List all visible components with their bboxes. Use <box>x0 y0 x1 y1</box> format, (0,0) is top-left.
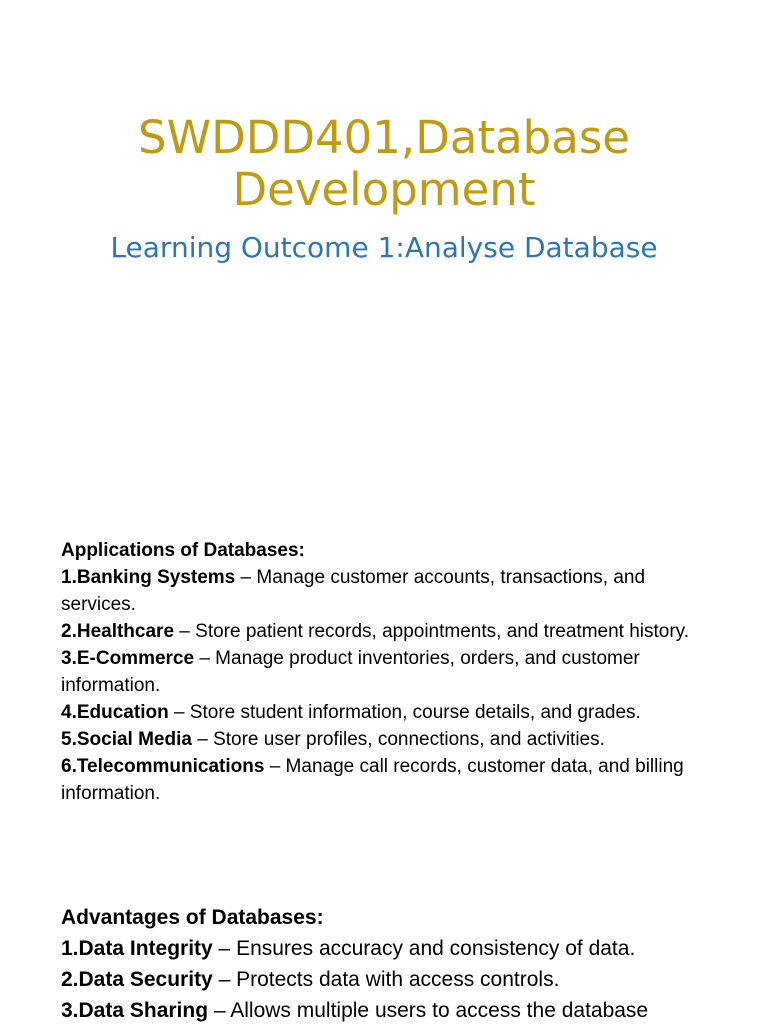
list-item <box>61 645 711 699</box>
applications-heading: Applications of Databases: <box>61 540 305 561</box>
item-desc: – Manage customer accounts, transactions, and services. <box>61 567 646 615</box>
item-desc: – Store patient records, appointments, and treatment history. <box>174 621 690 642</box>
list-item <box>61 933 721 964</box>
item-term: 2.Healthcare <box>61 621 175 642</box>
page-subtitle: Learning Outcome 1:Analyse Database <box>110 231 658 264</box>
item-desc: – Store student information, course details, and grades. <box>168 702 641 723</box>
item-desc: – Protects data with access controls. <box>212 968 560 991</box>
item-term: 4.Education <box>61 702 169 723</box>
item-term: 5.Social Media <box>61 729 192 750</box>
item-term: 2.Data Security <box>61 968 213 991</box>
page-title: SWDDD401,Database Development <box>138 111 630 216</box>
list-item <box>61 699 711 726</box>
item-desc: – Manage product inventories, orders, and customer information. <box>61 648 640 696</box>
item-desc: – Manage call records, customer data, and billing information. <box>61 756 684 804</box>
item-term: 3.Data Sharing <box>61 999 209 1022</box>
advantages-section <box>61 902 721 1026</box>
item-term: 6.Telecommunications <box>61 756 265 777</box>
item-desc: – Allows multiple users to access the database <box>208 999 649 1022</box>
item-term: 1.Banking Systems <box>61 567 236 588</box>
advantages-heading: Advantages of Databases: <box>61 906 324 929</box>
list-item <box>61 618 711 645</box>
item-term: 3.E-Commerce <box>61 648 195 669</box>
list-item <box>61 964 721 995</box>
item-desc: – Store user profiles, connections, and activities. <box>191 729 605 750</box>
list-item <box>61 995 721 1026</box>
list-item <box>61 564 711 618</box>
list-item <box>61 726 711 753</box>
list-item <box>61 753 711 807</box>
item-desc: – Ensures accuracy and consistency of data. <box>212 937 636 960</box>
applications-section <box>61 537 711 807</box>
item-term: 1.Data Integrity <box>61 937 213 960</box>
